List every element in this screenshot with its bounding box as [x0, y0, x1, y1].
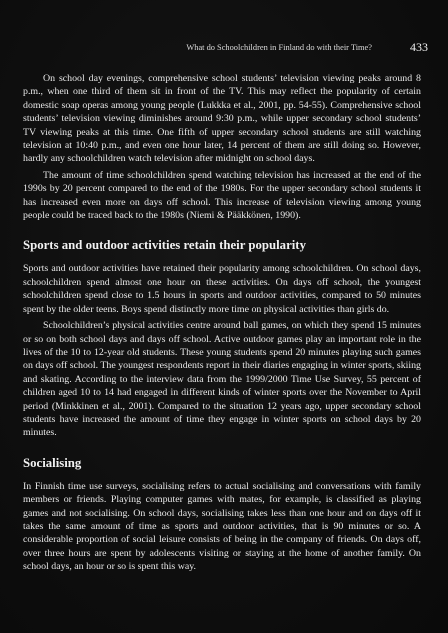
running-head-title: What do Schoolchildren in Finland do with their Time? — [186, 43, 372, 52]
section-heading-sports: Sports and outdoor activities retain their popularity — [23, 238, 306, 253]
paragraph-ball-games: Schoolchildren’s physical activities centre around ball games, on which they spend 15 minutes or so on both school days and days off school. Active outdoor games play an important role in the lives of the 10 to 12-year old students. These young students spend 20 minutes playing such games on days off school. The youngest respondents report in their diaries engaging in winter sports, skiing and skating. According to the interview data from the 1999/2000 Time Use Survey, 55 percent of children aged 10 to 14 had engaged in different kinds of winter sports over the November to April period (Minkkinen et al., 2001). Compared to the situation 12 years ago, upper secondary school students have increased the amount of time they engage in winter sports on school days by 20 minutes. — [23, 320, 421, 439]
paragraph-tv-evenings: On school day evenings, comprehensive school students’ television viewing peaks around 8 p.m., when one third of them sit in front of the TV. This may reflect the popularity of certain domestic soap operas among young people (Lukkka et al., 2001, pp. 54-55). Comprehensive school students’ television viewing diminishes around 9:30 p.m., while upper secondary school students’ TV viewing peaks at this time. One fifth of upper secondary school students are still watching television at 10:40 p.m., and even one hour later, 14 percent of them are still doing so. However, hardly any schoolchildren watch television after midnight on school days. — [23, 73, 421, 165]
running-head — [0, 42, 448, 58]
paragraph-socialising: In Finnish time use surveys, socialising refers to actual socialising and conversations with family members or friends. Playing computer games with mates, for example, is classified as playing games and not socialising. On school days, socialising takes less than one hour and on days off it takes the same amount of time as sports and outdoor activities, that is 90 minutes or so. A considerable proportion of social leisure consists of being in the company of friends. On days off, over three hours are spent by adolescents visiting or staying at the home of another family. On school days, an hour or so is spent this way. — [23, 480, 421, 573]
page-body — [23, 72, 421, 574]
page-number: 433 — [410, 40, 428, 54]
paragraph-sports-intro: Sports and outdoor activities have retained their popularity among schoolchildren. On school days, schoolchildren spend almost one hour on these activities. On days off school, the youngest schoolchildren spend close to 1.5 hours in sports and outdoor activities, compared to 50 minutes spent by the older teens. Boys spend distinctly more time on physical activities than girls do. — [23, 263, 421, 315]
paragraph-tv-increase: The amount of time schoolchildren spend watching television has increased at the end of the 1990s by 20 percent compared to the end of the 1980s. For the upper secondary school students it has increased even more on days off school. This increase of television viewing among young people could be traced back to the 1980s (Niemi & Pääkkönen, 1990). — [23, 169, 421, 222]
section-heading-socialising: Socialising — [23, 455, 82, 470]
